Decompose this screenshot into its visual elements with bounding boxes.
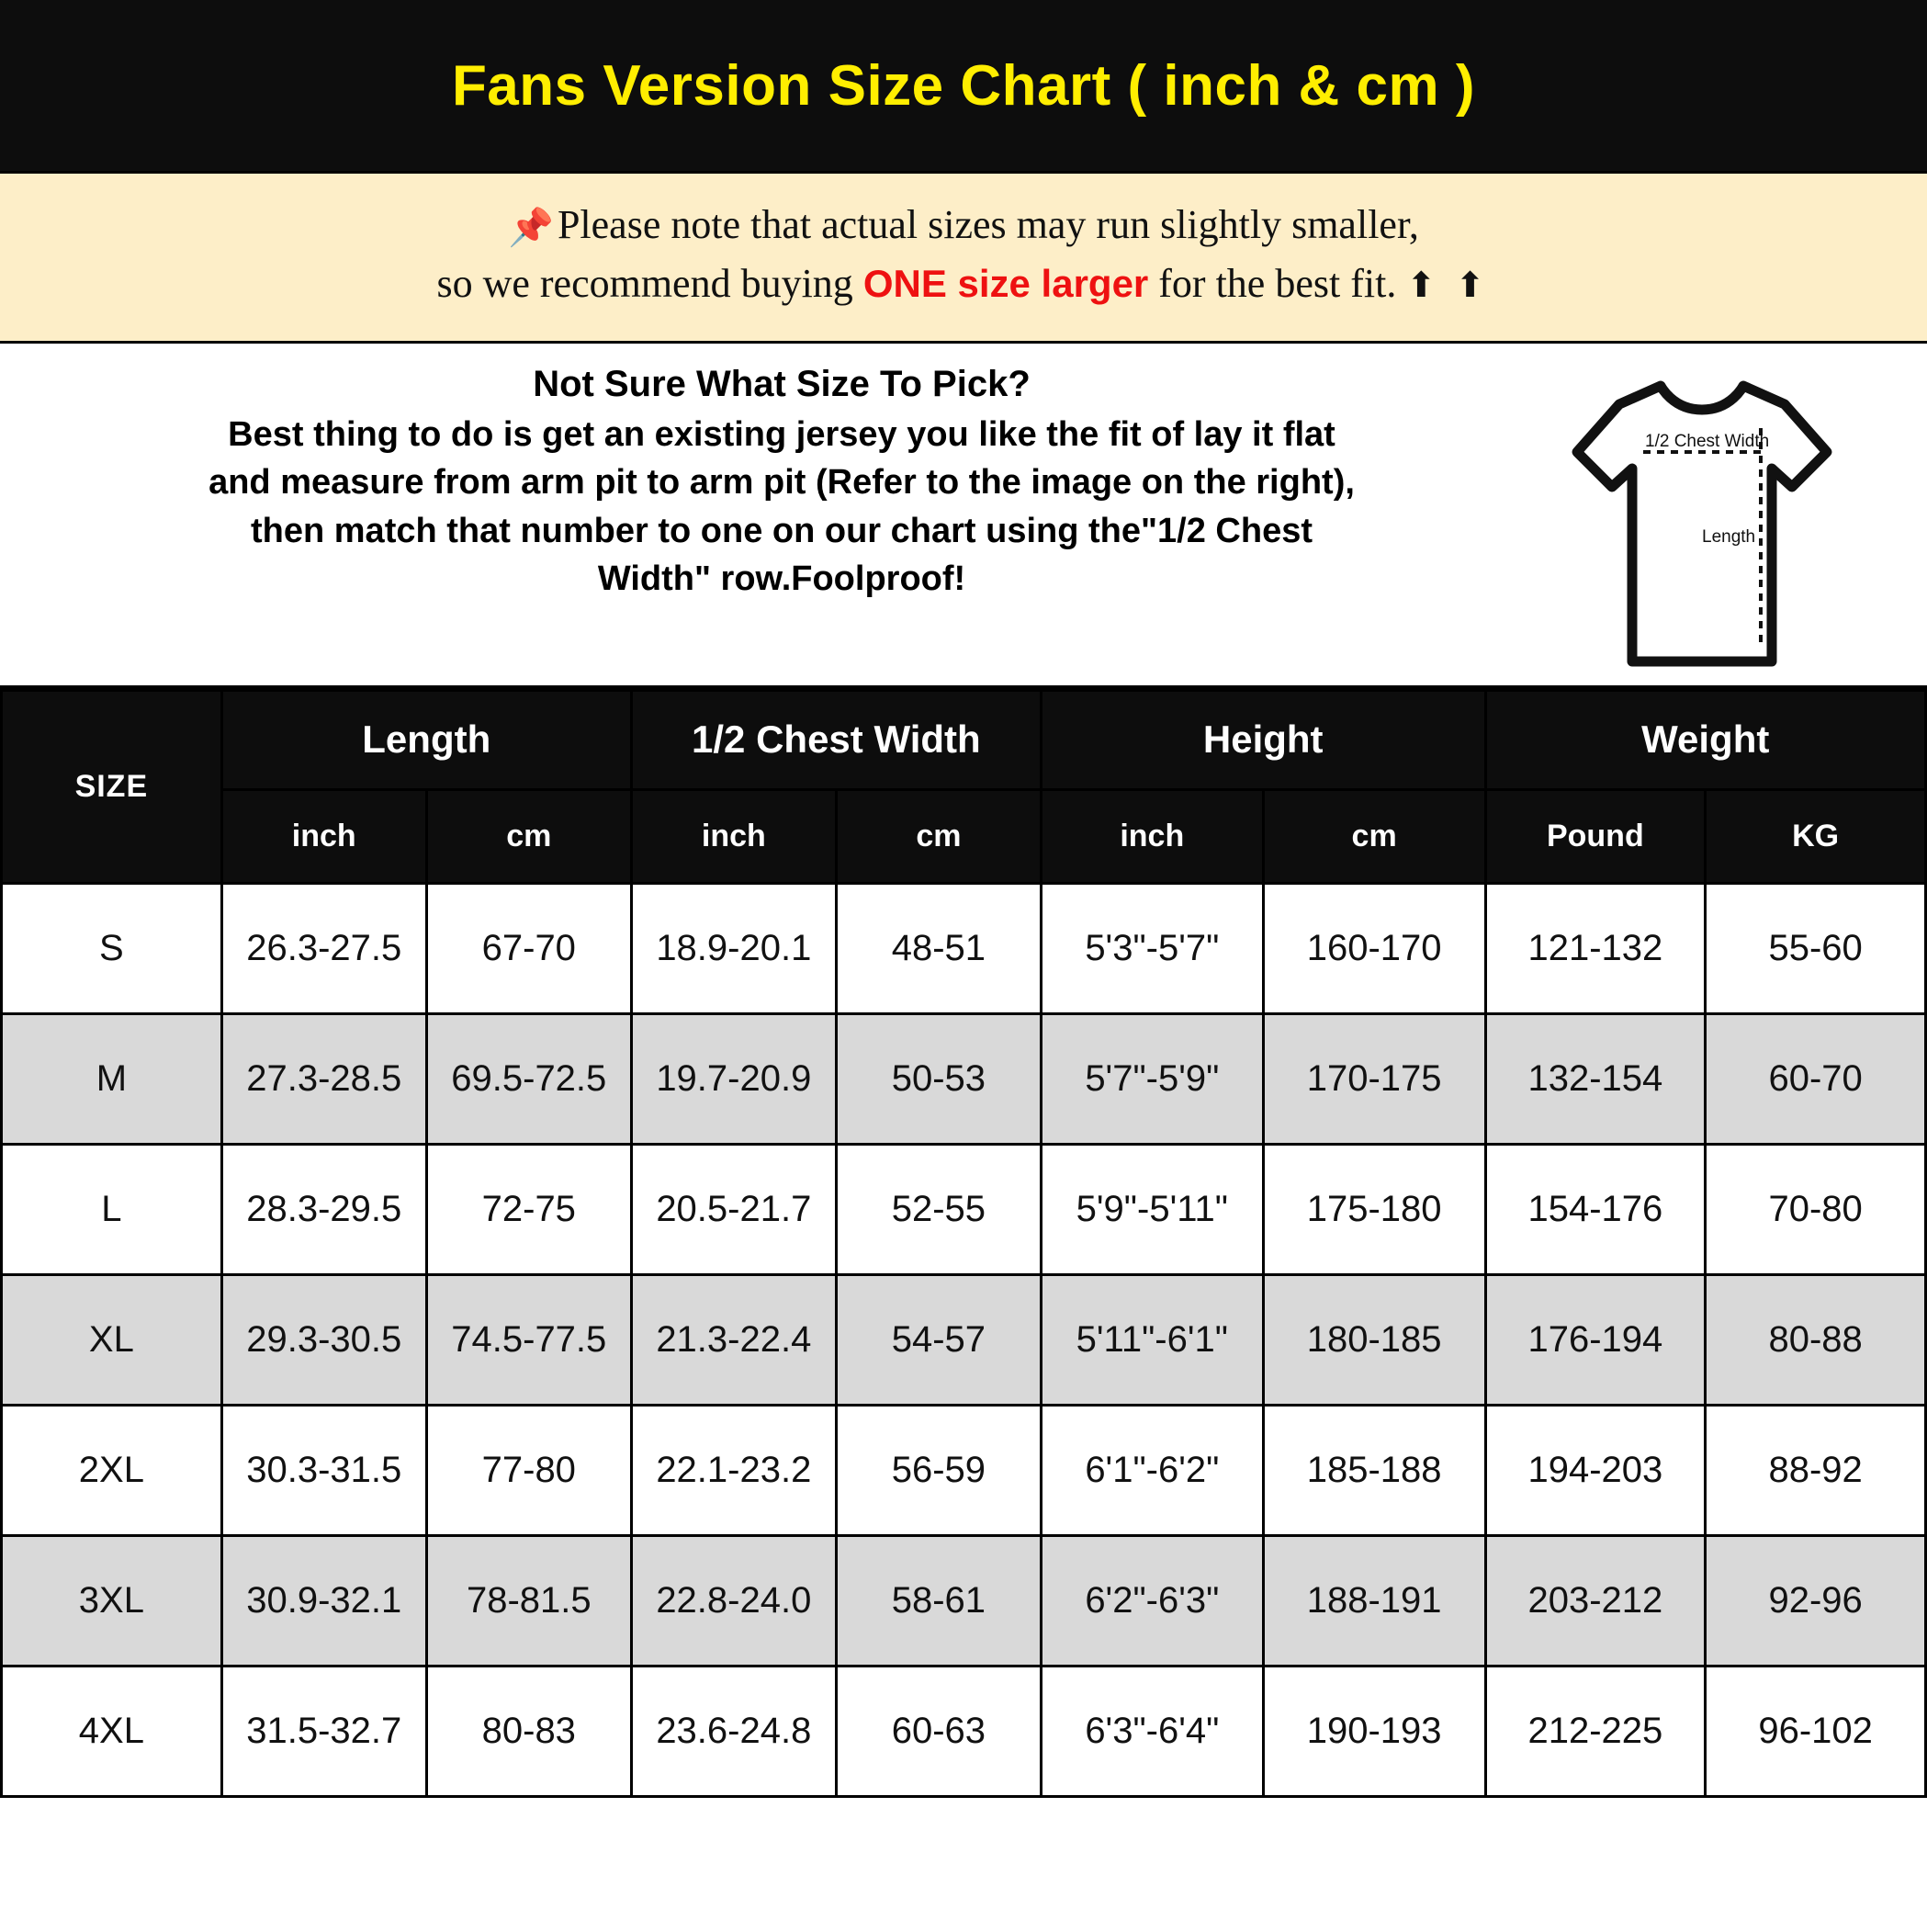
- cell-weight-kg: 70-80: [1706, 1144, 1926, 1274]
- cell-height-inch: 6'3"-6'4": [1041, 1666, 1263, 1796]
- cell-height-inch: 5'7"-5'9": [1041, 1013, 1263, 1144]
- table-header-weight: Weight: [1485, 690, 1926, 789]
- cell-chest-cm: 60-63: [836, 1666, 1041, 1796]
- advice-heading: Not Sure What Size To Pick?: [533, 363, 1031, 404]
- table-row: [2, 1144, 1926, 1274]
- cell-size: 4XL: [2, 1666, 222, 1796]
- cell-height-cm: 188-191: [1263, 1535, 1485, 1666]
- cell-length-inch: 30.3-31.5: [221, 1405, 426, 1535]
- note-text-2a: so we recommend buying: [436, 261, 863, 306]
- cell-chest-cm: 50-53: [836, 1013, 1041, 1144]
- cell-chest-cm: 48-51: [836, 883, 1041, 1013]
- unit-chest-cm: cm: [836, 789, 1041, 883]
- cell-size: M: [2, 1013, 222, 1144]
- cell-weight-kg: 60-70: [1706, 1013, 1926, 1144]
- note-emphasis: ONE size larger: [862, 262, 1149, 305]
- cell-weight-pound: 212-225: [1485, 1666, 1706, 1796]
- table-header-chest-width: 1/2 Chest Width: [631, 690, 1041, 789]
- cell-chest-inch: 19.7-20.9: [631, 1013, 836, 1144]
- table-row: [2, 1666, 1926, 1796]
- table-row: [2, 1535, 1926, 1666]
- table-row: [2, 1274, 1926, 1405]
- size-table: [0, 689, 1927, 1798]
- cell-length-inch: 27.3-28.5: [221, 1013, 426, 1144]
- table-header-size: SIZE: [2, 690, 222, 883]
- cell-weight-pound: 194-203: [1485, 1405, 1706, 1535]
- cell-height-cm: 185-188: [1263, 1405, 1485, 1535]
- cell-length-cm: 77-80: [426, 1405, 631, 1535]
- table-head: [2, 690, 1926, 883]
- note-text-2b: for the best fit.: [1148, 261, 1397, 306]
- cell-height-inch: 6'2"-6'3": [1041, 1535, 1263, 1666]
- chest-width-label: 1/2 Chest Width: [1645, 431, 1770, 451]
- cell-height-cm: 175-180: [1263, 1144, 1485, 1274]
- cell-length-cm: 74.5-77.5: [426, 1274, 631, 1405]
- cell-size: XL: [2, 1274, 222, 1405]
- table-header-length: Length: [221, 690, 631, 789]
- cell-height-inch: 5'11"-6'1": [1041, 1274, 1263, 1405]
- cell-chest-inch: 20.5-21.7: [631, 1144, 836, 1274]
- cell-weight-pound: 132-154: [1485, 1013, 1706, 1144]
- cell-weight-kg: 96-102: [1706, 1666, 1926, 1796]
- advice-line-3: then match that number to one on our chart using the"1/2 Chest: [251, 511, 1313, 550]
- cell-height-cm: 180-185: [1263, 1274, 1485, 1405]
- cell-length-inch: 29.3-30.5: [221, 1274, 426, 1405]
- unit-chest-inch: inch: [631, 789, 836, 883]
- cell-chest-inch: 21.3-22.4: [631, 1274, 836, 1405]
- tshirt-icon: [1564, 373, 1840, 676]
- unit-height-cm: cm: [1263, 789, 1485, 883]
- page-title: Fans Version Size Chart ( inch & cm ): [451, 53, 1476, 118]
- size-note-banner: [0, 171, 1927, 344]
- cell-height-cm: 190-193: [1263, 1666, 1485, 1796]
- cell-length-cm: 67-70: [426, 883, 631, 1013]
- advice-line-1: Best thing to do is get an existing jersey you like the fit of lay it flat: [228, 414, 1335, 454]
- cell-height-inch: 5'3"-5'7": [1041, 883, 1263, 1013]
- cell-length-cm: 72-75: [426, 1144, 631, 1274]
- cell-length-inch: 26.3-27.5: [221, 883, 426, 1013]
- cell-chest-cm: 56-59: [836, 1405, 1041, 1535]
- unit-length-cm: cm: [426, 789, 631, 883]
- note-line-1: [37, 196, 1890, 254]
- cell-length-inch: 28.3-29.5: [221, 1144, 426, 1274]
- unit-height-inch: inch: [1041, 789, 1263, 883]
- cell-chest-inch: 22.1-23.2: [631, 1405, 836, 1535]
- cell-chest-inch: 22.8-24.0: [631, 1535, 836, 1666]
- table-row: [2, 1405, 1926, 1535]
- cell-length-inch: 31.5-32.7: [221, 1666, 426, 1796]
- sizing-advice-section: [0, 344, 1927, 689]
- cell-length-cm: 78-81.5: [426, 1535, 631, 1666]
- advice-line-2: and measure from arm pit to arm pit (Refer to the image on the right),: [208, 463, 1355, 503]
- cell-chest-inch: 18.9-20.1: [631, 883, 836, 1013]
- cell-weight-kg: 92-96: [1706, 1535, 1926, 1666]
- table-unit-header-row: [2, 789, 1926, 883]
- cell-weight-kg: 88-92: [1706, 1405, 1926, 1535]
- cell-length-inch: 30.9-32.1: [221, 1535, 426, 1666]
- cell-weight-pound: 154-176: [1485, 1144, 1706, 1274]
- table-group-header-row: [2, 690, 1926, 789]
- cell-length-cm: 69.5-72.5: [426, 1013, 631, 1144]
- length-label: Length: [1702, 526, 1756, 547]
- cell-chest-cm: 54-57: [836, 1274, 1041, 1405]
- unit-length-inch: inch: [221, 789, 426, 883]
- cell-size: 3XL: [2, 1535, 222, 1666]
- chart-title-bar: [0, 0, 1927, 171]
- cell-size: S: [2, 883, 222, 1013]
- cell-height-inch: 6'1"-6'2": [1041, 1405, 1263, 1535]
- note-line-2: [37, 254, 1890, 313]
- table-header-height: Height: [1041, 690, 1485, 789]
- unit-weight-pound: Pound: [1485, 789, 1706, 883]
- cell-weight-kg: 55-60: [1706, 883, 1926, 1013]
- advice-text-block: [0, 364, 1560, 604]
- cell-weight-kg: 80-88: [1706, 1274, 1926, 1405]
- tshirt-diagram: [1560, 364, 1927, 676]
- cell-height-cm: 170-175: [1263, 1013, 1485, 1144]
- cell-size: L: [2, 1144, 222, 1274]
- cell-weight-pound: 203-212: [1485, 1535, 1706, 1666]
- cell-height-inch: 5'9"-5'11": [1041, 1144, 1263, 1274]
- note-text-1: Please note that actual sizes may run slightly smaller,: [557, 202, 1419, 247]
- cell-weight-pound: 176-194: [1485, 1274, 1706, 1405]
- unit-weight-kg: KG: [1706, 789, 1926, 883]
- cell-weight-pound: 121-132: [1485, 883, 1706, 1013]
- table-body: [2, 883, 1926, 1796]
- advice-line-4: Width" row.Foolproof!: [597, 559, 966, 599]
- table-row: [2, 883, 1926, 1013]
- cell-chest-cm: 52-55: [836, 1144, 1041, 1274]
- cell-size: 2XL: [2, 1405, 222, 1535]
- cell-chest-cm: 58-61: [836, 1535, 1041, 1666]
- table-row: [2, 1013, 1926, 1144]
- cell-chest-inch: 23.6-24.8: [631, 1666, 836, 1796]
- cell-length-cm: 80-83: [426, 1666, 631, 1796]
- pin-icon: 📌: [508, 207, 554, 248]
- up-arrow-icon: ⬆ ⬆: [1406, 266, 1491, 305]
- cell-height-cm: 160-170: [1263, 883, 1485, 1013]
